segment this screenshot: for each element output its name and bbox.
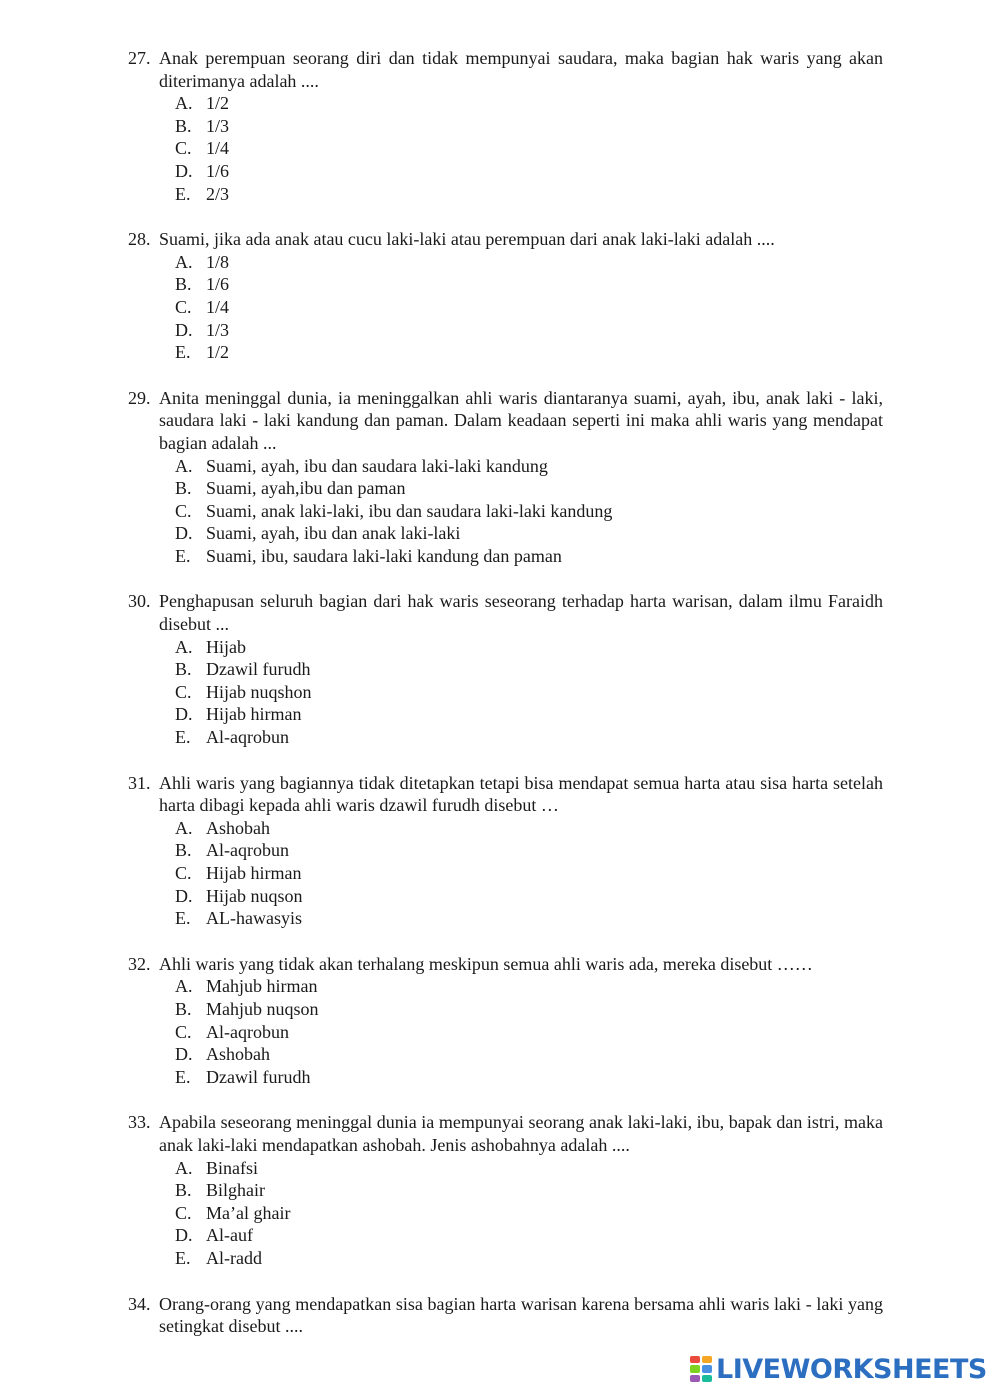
answer-option[interactable] <box>128 1179 883 1202</box>
option-letter: B. <box>175 274 192 295</box>
question-number: 28. <box>128 229 151 250</box>
option-letter: D. <box>175 523 193 544</box>
logo-square <box>690 1365 700 1372</box>
answer-option[interactable] <box>128 998 883 1021</box>
option-letter: B. <box>175 115 192 136</box>
answer-option[interactable] <box>128 907 883 930</box>
answer-option[interactable] <box>128 839 883 862</box>
option-text: Hijab <box>206 636 246 657</box>
option-letter: B. <box>175 478 192 499</box>
question-text: Orang-orang yang mendapatkan sisa bagian harta warisan karena bersama ahli waris laki - laki yang setingkat disebut .... <box>159 1293 883 1337</box>
answer-option[interactable] <box>128 817 883 840</box>
option-letter: E. <box>175 908 191 929</box>
answer-option[interactable] <box>128 341 883 364</box>
option-letter: A. <box>175 976 193 997</box>
answer-option[interactable] <box>128 636 883 659</box>
question-number: 34. <box>128 1293 151 1314</box>
option-text: Ma’al ghair <box>206 1202 291 1223</box>
option-letter: A. <box>175 817 193 838</box>
option-text: Dzawil furudh <box>206 1066 311 1087</box>
answer-option[interactable] <box>128 1202 883 1225</box>
option-text: Suami, ibu, saudara laki-laki kandung dan paman <box>206 545 562 566</box>
option-letter: B. <box>175 998 192 1019</box>
option-letter: C. <box>175 1021 192 1042</box>
question-32 <box>128 953 883 1089</box>
answer-option[interactable] <box>128 251 883 274</box>
option-letter: B. <box>175 1180 192 1201</box>
option-letter: D. <box>175 1225 193 1246</box>
answer-option[interactable] <box>128 862 883 885</box>
answer-option[interactable] <box>128 885 883 908</box>
logo-square <box>690 1375 700 1382</box>
option-text: 1/3 <box>206 319 230 340</box>
answer-option[interactable] <box>128 296 883 319</box>
option-letter: E. <box>175 1247 191 1268</box>
answer-option[interactable] <box>128 92 883 115</box>
option-letter: A. <box>175 455 193 476</box>
question-31 <box>128 772 883 930</box>
answer-option[interactable] <box>128 1224 883 1247</box>
question-text: Ahli waris yang bagiannya tidak ditetapkan tetapi bisa mendapat semua harta atau sisa harta setelah harta dibagi kepada ahli waris dzawil furudh disebut … <box>159 772 883 816</box>
logo-text: LIVEWORKSHEETS <box>716 1353 987 1385</box>
option-letter: A. <box>175 636 193 657</box>
option-text: Ashobah <box>206 1044 270 1065</box>
question-number: 27. <box>128 48 151 68</box>
answer-option[interactable] <box>128 658 883 681</box>
option-list <box>128 92 883 205</box>
option-text: 1/6 <box>206 160 230 181</box>
option-letter: B. <box>175 659 192 680</box>
option-list <box>128 1157 883 1270</box>
option-text: Binafsi <box>206 1157 258 1178</box>
option-letter: C. <box>175 138 192 159</box>
option-letter: E. <box>175 183 191 204</box>
answer-option[interactable] <box>128 975 883 998</box>
option-letter: A. <box>175 251 193 272</box>
option-letter: D. <box>175 704 193 725</box>
option-text: 1/4 <box>206 138 230 159</box>
question-number: 31. <box>128 772 151 793</box>
option-text: 1/3 <box>206 115 230 136</box>
option-text: Al-aqrobun <box>206 840 289 861</box>
option-letter: A. <box>175 93 193 114</box>
question-stem <box>128 47 883 92</box>
option-text: Hijab hirman <box>206 863 302 883</box>
question-stem <box>128 1293 883 1338</box>
option-list <box>128 251 883 364</box>
question-stem <box>128 590 883 635</box>
answer-option[interactable] <box>128 1066 883 1089</box>
option-text: Hijab hirman <box>206 704 302 725</box>
option-letter: C. <box>175 500 192 521</box>
option-text: Al-auf <box>206 1225 253 1246</box>
answer-option[interactable] <box>128 545 883 568</box>
answer-option[interactable] <box>128 183 883 206</box>
option-text: AL-hawasyis <box>206 908 302 929</box>
option-letter: E. <box>175 1066 191 1087</box>
worksheet-content <box>128 47 883 1361</box>
option-list <box>128 975 883 1088</box>
question-text: Apabila seseorang meninggal dunia ia mempunyai seorang anak laki-laki, ibu, bapak dan istri, maka anak laki-laki mendapatkan ashobah. Jenis ashobahnya adalah .... <box>159 1112 883 1155</box>
option-letter: C. <box>175 296 192 317</box>
option-text: Suami, ayah, ibu dan saudara laki-laki kandung <box>206 455 548 476</box>
liveworksheets-logo[interactable] <box>690 1354 987 1384</box>
question-stem <box>128 1111 883 1156</box>
question-stem <box>128 772 883 817</box>
question-number: 32. <box>128 953 151 974</box>
option-text: 1/2 <box>206 93 230 114</box>
option-text: Suami, ayah,ibu dan paman <box>206 478 406 499</box>
answer-option[interactable] <box>128 160 883 183</box>
answer-option[interactable] <box>128 273 883 296</box>
answer-option[interactable] <box>128 137 883 160</box>
answer-option[interactable] <box>128 1043 883 1066</box>
answer-option[interactable] <box>128 703 883 726</box>
answer-option[interactable] <box>128 1157 883 1180</box>
answer-option[interactable] <box>128 522 883 545</box>
option-text: Ashobah <box>206 817 270 838</box>
question-29 <box>128 387 883 568</box>
option-text: 1/4 <box>206 296 230 317</box>
option-text: 1/2 <box>206 342 230 363</box>
option-list <box>128 455 883 568</box>
option-letter: A. <box>175 1157 193 1178</box>
option-text: Suami, ayah, ibu dan anak laki-laki <box>206 523 461 544</box>
question-number: 33. <box>128 1112 151 1133</box>
option-text: 2/3 <box>206 183 230 204</box>
answer-option[interactable] <box>128 319 883 342</box>
option-text: Suami, anak laki-laki, ibu dan saudara laki-laki kandung <box>206 500 613 521</box>
option-letter: B. <box>175 840 192 861</box>
option-list <box>128 817 883 930</box>
question-text: Anak perempuan seorang diri dan tidak mempunyai saudara, maka bagian hak waris yang akan diterimanya adalah .... <box>159 48 883 91</box>
option-text: Al-aqrobun <box>206 1021 289 1042</box>
question-stem <box>128 387 883 455</box>
option-text: Hijab nuqshon <box>206 681 312 702</box>
option-letter: E. <box>175 545 191 566</box>
question-text: Ahli waris yang tidak akan terhalang meskipun semua ahli waris ada, mereka disebut …… <box>159 953 813 974</box>
option-letter: E. <box>175 342 191 363</box>
answer-option[interactable] <box>128 477 883 500</box>
answer-option[interactable] <box>128 726 883 749</box>
option-letter: D. <box>175 319 193 340</box>
option-text: Dzawil furudh <box>206 659 311 680</box>
question-stem <box>128 228 883 251</box>
option-letter: D. <box>175 160 193 181</box>
question-33 <box>128 1111 883 1269</box>
option-letter: D. <box>175 885 193 906</box>
question-text: Anita meninggal dunia, ia meninggalkan ahli waris diantaranya suami, ayah, ibu, anak laki - laki, saudara laki - laki kandung dan paman. Dalam keadaan seperti ini maka ahli waris yang mendapat bagian adalah ... <box>159 387 883 453</box>
option-letter: C. <box>175 863 192 883</box>
option-text: Al-aqrobun <box>206 727 289 748</box>
logo-mark-icon <box>690 1356 712 1382</box>
option-text: Mahjub hirman <box>206 976 318 997</box>
option-text: Mahjub nuqson <box>206 998 319 1019</box>
logo-square <box>702 1375 712 1382</box>
option-text: Hijab nuqson <box>206 885 303 906</box>
option-text: 1/8 <box>206 251 230 272</box>
option-list <box>128 636 883 749</box>
answer-option[interactable] <box>128 500 883 523</box>
option-text: Bilghair <box>206 1180 265 1201</box>
logo-square <box>702 1356 712 1363</box>
question-stem <box>128 953 883 976</box>
answer-option[interactable] <box>128 1021 883 1044</box>
option-letter: C. <box>175 681 192 702</box>
option-letter: C. <box>175 1202 192 1223</box>
logo-square <box>702 1365 712 1372</box>
question-text: Suami, jika ada anak atau cucu laki-laki atau perempuan dari anak laki-laki adalah .... <box>159 229 775 250</box>
question-text: Penghapusan seluruh bagian dari hak waris seseorang terhadap harta warisan, dalam ilmu Faraidh disebut ... <box>159 591 883 635</box>
question-30 <box>128 590 883 748</box>
answer-option[interactable] <box>128 115 883 138</box>
option-letter: D. <box>175 1044 193 1065</box>
answer-option[interactable] <box>128 1247 883 1270</box>
question-number: 29. <box>128 387 151 408</box>
question-number: 30. <box>128 591 151 612</box>
option-text: Al-radd <box>206 1247 262 1268</box>
question-34 <box>128 1293 883 1338</box>
question-27 <box>128 47 883 205</box>
option-letter: E. <box>175 727 191 748</box>
logo-square <box>690 1356 700 1363</box>
option-text: 1/6 <box>206 274 230 295</box>
answer-option[interactable] <box>128 681 883 704</box>
answer-option[interactable] <box>128 455 883 478</box>
question-28 <box>128 228 883 364</box>
